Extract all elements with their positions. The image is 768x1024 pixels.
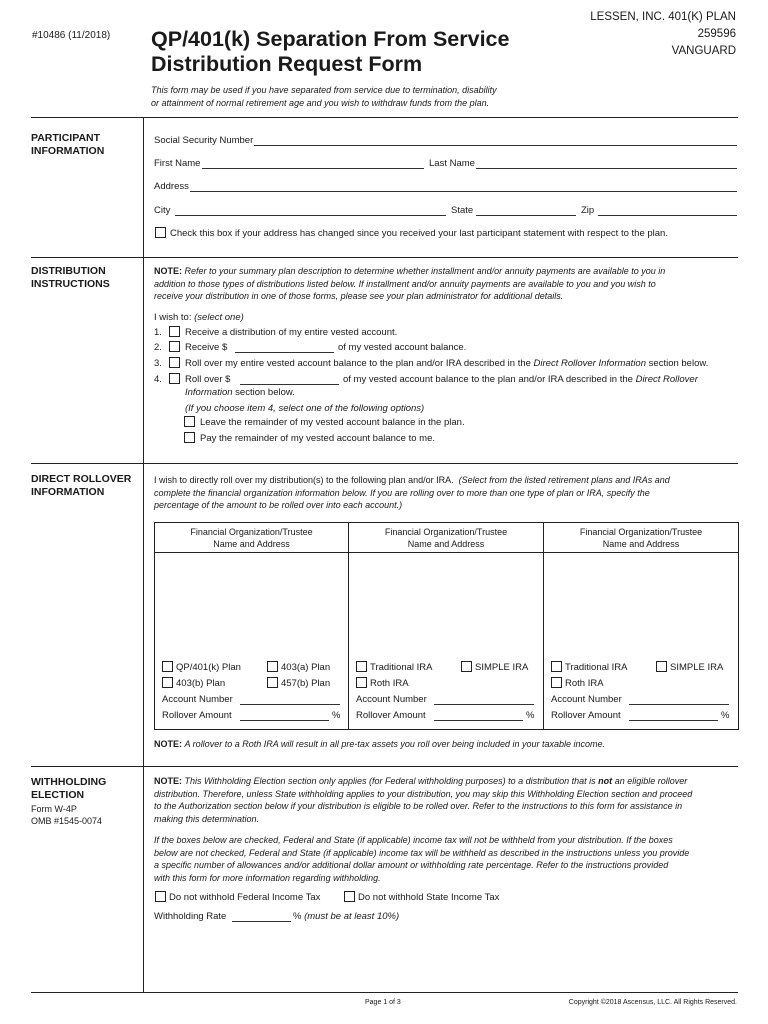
option-text: section below. <box>648 358 709 369</box>
withholding-instructions <box>154 834 689 885</box>
select-one-text: (select one) <box>194 312 244 323</box>
option-3-checkbox[interactable] <box>169 357 180 368</box>
percent-sign: % <box>526 710 535 721</box>
page-number: Page 1 of 3 <box>365 999 401 1006</box>
option-1-checkbox[interactable] <box>169 326 180 337</box>
section-title-line: DIRECT ROLLOVER <box>31 473 132 485</box>
simple-ira-checkbox[interactable] <box>461 661 472 672</box>
section-title-line: WITHHOLDING <box>31 776 107 788</box>
note-text-bold: not <box>598 776 613 786</box>
option-number: 1. <box>154 327 162 338</box>
account-number-label: Account Number <box>356 694 427 705</box>
withholding-rate-label: Withholding Rate <box>154 911 227 922</box>
account-number-field[interactable] <box>434 695 534 705</box>
withholding-rate-field[interactable] <box>232 912 291 922</box>
percent-sign: % <box>332 710 341 721</box>
column-header-text: Financial Organization/Trustee <box>384 527 508 537</box>
traditional-ira-label: Traditional IRA <box>370 662 433 673</box>
form-subtitle <box>151 84 497 109</box>
section-withholding-title <box>31 776 106 802</box>
note-label: NOTE: <box>154 739 182 749</box>
section-participant-title <box>31 132 104 158</box>
traditional-ira-checkbox[interactable] <box>551 661 562 672</box>
distribution-note <box>154 265 744 303</box>
option-2-amount-field[interactable] <box>235 343 334 353</box>
note-label: NOTE: <box>154 266 182 276</box>
subtitle-line-1: This form may be used if you have separated from service due to termination, disability <box>151 85 497 95</box>
rollover-amount-label: Rollover Amount <box>162 710 232 721</box>
note-text: making this determination. <box>154 814 260 825</box>
ssn-field[interactable] <box>254 136 737 146</box>
option-3-label <box>185 358 708 369</box>
section-title-line: INSTRUCTIONS <box>31 278 110 290</box>
zip-label: Zip <box>581 205 595 216</box>
zip-field[interactable] <box>598 206 737 216</box>
intro-text-italic: (Select from the listed retirement plans and IRAs and <box>458 475 670 485</box>
section-title-line: ELECTION <box>31 789 85 801</box>
trustee-name-address-field-3[interactable] <box>545 554 737 654</box>
option-4-amount-field[interactable] <box>240 375 339 385</box>
divider <box>31 766 738 767</box>
address-changed-label: Check this box if your address has changed since you received your last participant statement with respect to the plan. <box>170 228 668 239</box>
instruction-text: below are not checked, Federal and State (if applicable) income tax will be withheld as described in the instructions unless you provide <box>154 847 690 858</box>
traditional-ira-label: Traditional IRA <box>565 662 628 673</box>
subtitle-line-2: or attainment of normal retirement age and you wish to withdraw funds from the plan. <box>151 97 490 108</box>
leave-remainder-label: Leave the remainder of my vested account balance in the plan. <box>200 417 465 428</box>
column-header-3 <box>544 526 738 550</box>
account-number-field[interactable] <box>629 695 729 705</box>
percent-sign: % <box>721 710 730 721</box>
no-federal-withholding-label: Do not withhold Federal Income Tax <box>169 892 321 903</box>
account-number-label: Account Number <box>162 694 233 705</box>
account-number-field[interactable] <box>240 695 340 705</box>
rollover-amount-field[interactable] <box>240 711 329 721</box>
divider <box>31 257 738 258</box>
copyright: Copyright ©2018 Ascensus, LLC. All Rights Reserved. <box>568 999 737 1006</box>
rollover-intro <box>154 474 670 512</box>
section-rollover-title <box>31 473 131 499</box>
state-label: State <box>451 205 474 216</box>
address-label: Address <box>154 181 189 192</box>
section-title-line: INFORMATION <box>31 145 105 157</box>
note-text: an eligible rollover <box>614 776 688 786</box>
457b-label: 457(b) Plan <box>281 678 331 689</box>
trustee-name-address-field-1[interactable] <box>156 554 347 654</box>
city-field[interactable] <box>175 206 446 216</box>
plan-number: 259596 <box>697 28 736 40</box>
option-text-italic: Direct Rollover Information <box>533 358 647 369</box>
pay-remainder-checkbox[interactable] <box>184 432 195 443</box>
section-distribution-title <box>31 265 110 291</box>
pay-remainder-label: Pay the remainder of my vested account balance to me. <box>200 433 435 444</box>
table-column-divider <box>348 522 349 729</box>
column-header-text: Financial Organization/Trustee <box>190 527 313 537</box>
column-header-text: Name and Address <box>213 539 290 549</box>
intro-text-italic: complete the financial organization information below. If you are rolling over to more than one type of plan or IRA, specify the <box>154 487 650 498</box>
note-text: This Withholding Election section only applies (for Federal withholding purposes) to a distribution that is <box>184 776 596 786</box>
intro-text-italic: percentage of the amount to be rolled over into each account.) <box>154 500 403 511</box>
no-state-withholding-label: Do not withhold State Income Tax <box>358 892 500 903</box>
table-header-divider <box>154 552 739 553</box>
note-label: NOTE: <box>154 776 182 786</box>
roth-ira-checkbox[interactable] <box>551 677 562 688</box>
qp401k-checkbox[interactable] <box>162 661 173 672</box>
no-state-withholding-checkbox[interactable] <box>344 891 355 902</box>
403b-checkbox[interactable] <box>162 677 173 688</box>
instruction-text: a specific number of allowances and/or additional dollar amount or withholding rate percentage. Refer to the instructions provided <box>154 860 669 871</box>
rate-note: (must be at least 10%) <box>304 911 400 922</box>
last-name-label: Last Name <box>429 158 475 169</box>
ssn-label: Social Security Number <box>154 135 254 146</box>
simple-ira-label: SIMPLE IRA <box>670 662 724 673</box>
note-text: to the Authorization section below if your distribution is eligible to be rolled over. Refer to the instructions to this form for assistance in <box>154 801 683 812</box>
state-field[interactable] <box>476 206 576 216</box>
rollover-amount-label: Rollover Amount <box>356 710 426 721</box>
account-number-label: Account Number <box>551 694 622 705</box>
address-field[interactable] <box>190 182 737 192</box>
last-name-field[interactable] <box>476 159 737 169</box>
city-label: City <box>154 205 171 216</box>
page-title <box>151 27 509 77</box>
title-line-2: Distribution Request Form <box>151 52 423 76</box>
qp401k-label: QP/401(k) Plan <box>176 662 241 673</box>
option-4-label: Roll over $ <box>185 374 231 385</box>
divider <box>31 463 738 464</box>
plan-provider: VANGUARD <box>671 45 736 57</box>
option-number: 4. <box>154 374 162 385</box>
column-header-text: Name and Address <box>407 539 485 549</box>
withholding-note <box>154 775 692 826</box>
option-4-label-cont <box>185 387 295 398</box>
option-number: 2. <box>154 342 162 353</box>
section-title-line: PARTICIPANT <box>31 132 101 144</box>
instruction-text: with this form for more information regarding withholding. <box>154 873 381 884</box>
intro-text: I wish to directly roll over my distribution(s) to the following plan and/or IRA. <box>154 475 454 485</box>
403b-label: 403(b) Plan <box>176 678 226 689</box>
title-line-1: QP/401(k) Separation From Service <box>151 27 510 51</box>
wish-text: I wish to: <box>154 312 192 323</box>
roth-ira-label: Roth IRA <box>565 678 604 689</box>
wish-to-label <box>154 312 244 323</box>
option-2-label-suffix: of my vested account balance. <box>338 342 467 353</box>
option-2-label: Receive $ <box>185 342 228 353</box>
plan-name: LESSEN, INC. 401(K) PLAN <box>590 11 736 23</box>
457b-checkbox[interactable] <box>267 677 278 688</box>
simple-ira-checkbox[interactable] <box>656 661 667 672</box>
column-header-1 <box>155 526 348 550</box>
form-number: #10486 (11/2018) <box>32 30 111 41</box>
divider <box>31 117 738 118</box>
option-4-checkbox[interactable] <box>169 373 180 384</box>
plan-info <box>590 9 736 60</box>
omb-number: OMB #1545-0074 <box>31 816 103 826</box>
option-text: Roll over my entire vested account balance to the plan and/or IRA described in the <box>185 358 531 369</box>
option-text-italic: Information <box>185 387 233 398</box>
withholding-rate-suffix <box>293 911 399 922</box>
note-text: addition to those types of distributions listed below. If installment and/or annuity payments are available to you and you wish to <box>154 278 656 289</box>
option-1-label: Receive a distribution of my entire vested account. <box>185 327 398 338</box>
option-4-note: (If you choose item 4, select one of the following options) <box>185 403 425 414</box>
note-text: Refer to your summary plan description to determine whether installment and/or annuity payments are available to you in <box>184 266 666 276</box>
section-divider-vertical <box>143 117 144 992</box>
first-name-label: First Name <box>154 158 201 169</box>
roth-note <box>154 739 605 749</box>
roth-ira-checkbox[interactable] <box>356 677 367 688</box>
option-text-italic: Direct Rollover <box>635 374 698 385</box>
simple-ira-label: SIMPLE IRA <box>475 662 529 673</box>
note-text: receive your distribution in one of those forms, please see your plan administrator for additional details. <box>154 291 564 302</box>
403a-checkbox[interactable] <box>267 661 278 672</box>
option-number: 3. <box>154 358 162 369</box>
column-header-text: Name and Address <box>602 539 680 549</box>
divider <box>31 992 738 993</box>
403a-label: 403(a) Plan <box>281 662 331 673</box>
trustee-name-address-field-2[interactable] <box>350 554 542 654</box>
no-federal-withholding-checkbox[interactable] <box>155 891 166 902</box>
form-reference: Form W-4P <box>31 804 77 814</box>
percent-sign: % <box>293 911 302 922</box>
option-text: of my vested account balance to the plan and/or IRA described in the <box>343 374 633 385</box>
column-header-2 <box>349 526 543 550</box>
option-text: section below. <box>235 387 295 398</box>
column-header-text: Financial Organization/Trustee <box>579 527 703 537</box>
note-text: distribution. Therefore, unless State withholding applies to your distribution, you may skip this Withholding Election section and proceed <box>154 788 693 799</box>
traditional-ira-checkbox[interactable] <box>356 661 367 672</box>
first-name-field[interactable] <box>202 159 424 169</box>
option-4-label-suffix <box>343 374 698 385</box>
table-column-divider <box>543 522 544 729</box>
note-text: A rollover to a Roth IRA will result in all pre-tax assets you roll over being included in your taxable income. <box>184 739 606 749</box>
address-changed-checkbox[interactable] <box>155 227 166 238</box>
leave-remainder-checkbox[interactable] <box>184 416 195 427</box>
rollover-amount-field[interactable] <box>434 711 523 721</box>
section-title-line: DISTRIBUTION <box>31 265 106 277</box>
section-title-line: INFORMATION <box>31 486 105 498</box>
instruction-text: If the boxes below are checked, Federal and State (if applicable) income tax will not be withheld from your distribution. If the boxes <box>154 835 673 845</box>
rollover-amount-label: Rollover Amount <box>551 710 621 721</box>
roth-ira-label: Roth IRA <box>370 678 409 689</box>
option-2-checkbox[interactable] <box>169 341 180 352</box>
rollover-amount-field[interactable] <box>629 711 718 721</box>
